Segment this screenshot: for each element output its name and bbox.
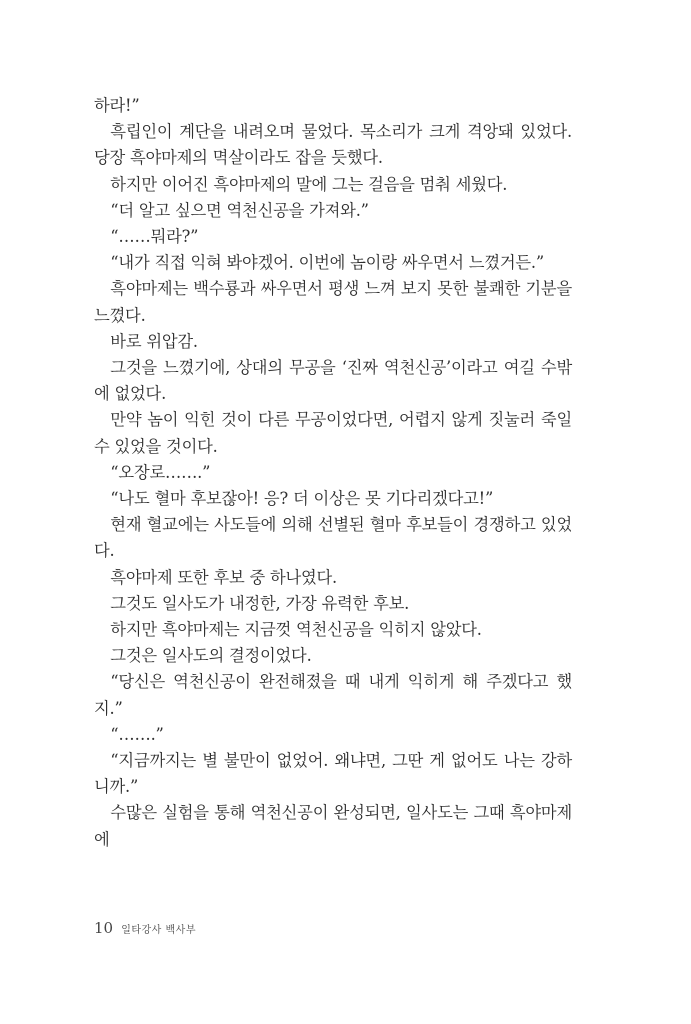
paragraph: “오장로…….” xyxy=(110,462,211,482)
paragraph: 하라!” xyxy=(94,96,140,115)
paragraph: 만약 놈이 익힌 것이 다른 무공이었다면, 어렵지 않게 짓눌러 죽일 수 있었을 것이다. xyxy=(94,410,572,456)
paragraph: 흑야마제 또한 후보 중 하나였다. xyxy=(110,567,338,587)
paragraph: 흑야마제는 백수룡과 싸우면서 평생 느껴 보지 못한 불쾌한 기분을 느꼈다. xyxy=(94,279,572,325)
paragraph: 수많은 실험을 통해 역천신공이 완성되면, 일사도는 그때 흑야마제에 xyxy=(94,803,572,849)
paragraph: 하지만 흑야마제는 지금껏 역천신공을 익히지 않았다. xyxy=(110,620,482,640)
paragraph: 하지만 이어진 흑야마제의 말에 그는 걸음을 멈춰 세웠다. xyxy=(110,174,508,194)
paragraph: “……뭐라?” xyxy=(110,227,199,247)
paragraph: “내가 직접 익혀 봐야겠어. 이번에 놈이랑 싸우면서 느꼈거든.” xyxy=(110,253,544,273)
paragraph: 바로 위압감. xyxy=(110,331,198,351)
paragraph: 그것을 느꼈기에, 상대의 무공을 ‘진짜 역천신공’이라고 여길 수밖에 없었다. xyxy=(94,358,572,404)
paragraph: “…….” xyxy=(110,724,164,744)
page-footer xyxy=(94,918,196,937)
paragraph: “더 알고 싶으면 역천신공을 가져와.” xyxy=(110,200,369,220)
paragraph: 그것은 일사도의 결정이었다. xyxy=(110,646,312,666)
book-title: 일타강사 백사부 xyxy=(121,925,196,936)
paragraph: “지금까지는 별 불만이 없었어. 왜냐면, 그딴 게 없어도 나는 강하니까.” xyxy=(94,751,572,797)
paragraph: 그것도 일사도가 내정한, 가장 유력한 후보. xyxy=(110,593,410,613)
paragraph: 흑립인이 계단을 내려오며 물었다. 목소리가 크게 격앙돼 있었다. 당장 흑야마제의 멱살이라도 잡을 듯했다. xyxy=(94,122,572,168)
paragraph: “당신은 역천신공이 완전해졌을 때 내게 익히게 해 주겠다고 했지.” xyxy=(94,672,572,718)
body-text xyxy=(94,93,572,853)
paragraph: 현재 혈교에는 사도들에 의해 선별된 혈마 후보들이 경쟁하고 있었다. xyxy=(94,515,572,561)
page-number: 10 xyxy=(94,919,114,937)
paragraph: “나도 혈마 후보잖아! 응? 더 이상은 못 기다리겠다고!” xyxy=(110,489,494,509)
